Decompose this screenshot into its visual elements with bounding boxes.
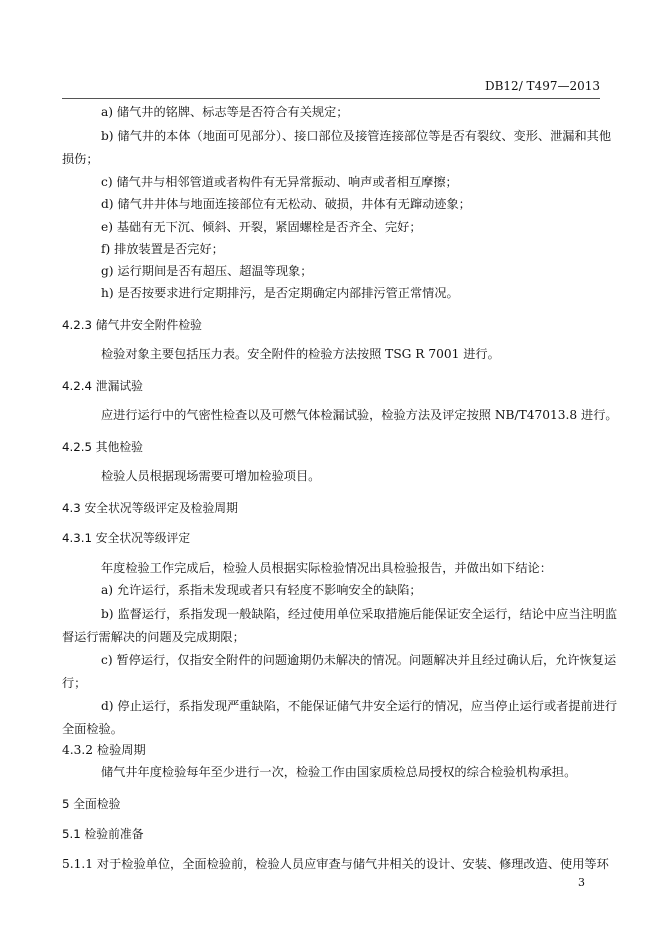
paragraph-line: d) 停止运行，系指发现严重缺陷，不能保证储气井安全运行的情况，应当停止运行或者提前进行	[101, 699, 618, 713]
paragraph-line: d) 储气井井体与地面连接部位有无松动、破损，井体有无蹿动迹象；	[101, 197, 471, 211]
paragraph-line: 行；	[62, 676, 87, 690]
paragraph-line: 4.3.2 检验周期	[62, 743, 146, 757]
paragraph-line: a) 储气井的铭牌、标志等是否符合有关规定；	[101, 105, 349, 119]
paragraph-line: 检验人员根据现场需要可增加检验项目。	[101, 469, 321, 483]
paragraph-line: 年度检验工作完成后，检验人员根据实际检验情况出具检验报告，并做出如下结论：	[101, 561, 552, 575]
paragraph-line: h) 是否按要求进行定期排污，是否定期确定内部排污管正常情况。	[101, 286, 459, 300]
section-heading: 4.2.5 其他检验	[62, 440, 143, 454]
paragraph-line: b) 储气井的本体（地面可见部分）、接口部位及接管连接部位等是否有裂纹、变形、泄漏和其他	[101, 129, 612, 143]
paragraph-line: c) 储气井与相邻管道或者构件有无异常振动、响声或者相互摩擦；	[101, 175, 458, 189]
paragraph-line: a) 允许运行，系指未发现或者只有轻度不影响安全的缺陷；	[101, 583, 422, 597]
paragraph-line: e) 基础有无下沉、倾斜、开裂，紧固螺栓是否齐全、完好；	[101, 220, 422, 234]
paragraph-line: g) 运行期间是否有超压、超温等现象；	[101, 264, 313, 278]
paragraph-line: 督运行需解决的问题及完成期限；	[62, 630, 245, 644]
paragraph-line: 储气井年度检验每年至少进行一次，检验工作由国家质检总局授权的综合检验机构承担。	[101, 765, 577, 779]
paragraph-line: 5.1.1 对于检验单位，全面检验前，检验人员应审查与储气井相关的设计、安装、修理改造、使用等环	[62, 857, 609, 871]
page-number: 3	[578, 876, 585, 889]
paragraph-line: 检验对象主要包括压力表。安全附件的检验方法按照 TSG R 7001 进行。	[101, 347, 500, 361]
section-heading: 4.2.4 泄漏试验	[62, 379, 143, 393]
paragraph-line: 全面检验。	[62, 722, 123, 736]
section-heading: 4.3.1 安全状况等级评定	[62, 531, 191, 545]
paragraph-line: 应进行运行中的气密性检查以及可燃气体检漏试验，检验方法及评定按照 NB/T47013.8 进行。	[101, 408, 618, 422]
section-heading: 4.3 安全状况等级评定及检验周期	[62, 501, 238, 515]
paragraph-line: c) 暂停运行，仅指安全附件的问题逾期仍未解决的情况。问题解决并且经过确认后，允许恢复运	[101, 653, 617, 667]
paragraph-line: 损伤；	[62, 152, 99, 166]
header-rule	[62, 98, 600, 99]
document-header-id: DB12/ T497—2013	[484, 79, 600, 93]
paragraph-line: b) 监督运行，系指发现一般缺陷，经过使用单位采取措施后能保证安全运行，结论中应当注明监	[101, 607, 618, 621]
paragraph-line: f) 排放装置是否完好；	[101, 242, 224, 256]
section-heading: 5 全面检验	[62, 797, 121, 811]
section-heading: 4.2.3 储气井安全附件检验	[62, 318, 202, 332]
section-heading: 5.1 检验前准备	[62, 827, 144, 841]
